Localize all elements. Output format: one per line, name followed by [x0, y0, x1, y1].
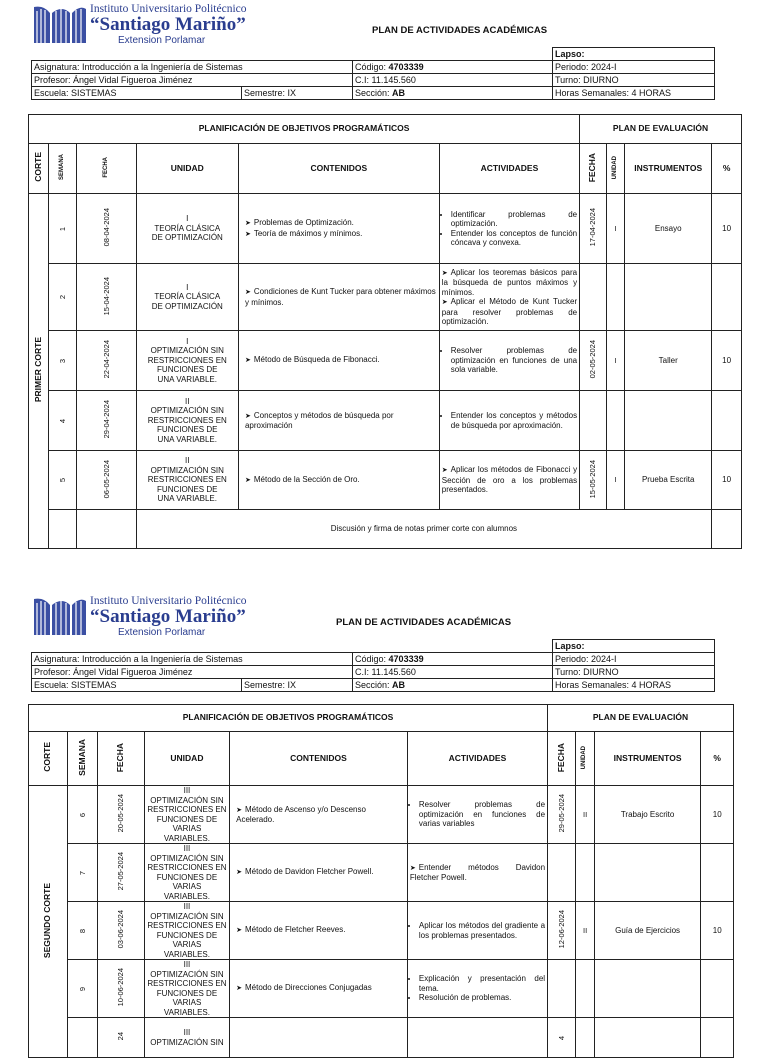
actividad-item: • Aplicar los métodos del gradiente a los problemas presentados.	[419, 921, 545, 940]
contenidos-cell	[230, 786, 408, 844]
unidad-line: FUNCIONES DE VARIAS	[156, 872, 218, 891]
instrumento-cell	[625, 391, 712, 451]
horas-cell: Horas Semanales: 4 HORAS	[553, 87, 715, 100]
plan-table-2	[28, 704, 734, 1058]
instrumento-cell	[594, 960, 701, 1018]
actividad-item: • Resolver problemas de optimización en funciones de una sola variable.	[451, 346, 577, 375]
document-title: PLAN DE ACTIVIDADES ACADÉMICAS	[336, 617, 512, 628]
periodo-cell: Periodo: 2024-I	[553, 653, 715, 666]
semana-cell	[67, 786, 97, 844]
contenidos-cell	[238, 194, 439, 264]
seccion-cell: Sección: AB	[353, 679, 553, 692]
actividades-list	[410, 921, 545, 940]
pct-header: %	[701, 732, 734, 786]
lapso-label: Lapso:	[553, 640, 715, 653]
table-row	[29, 902, 734, 960]
plan-table-1	[28, 114, 742, 549]
contenidos-cell	[230, 844, 408, 902]
unidad-line: RESTRICCIONES EN	[147, 863, 227, 872]
actividades-cell	[407, 902, 547, 960]
semana-cell	[67, 960, 97, 1018]
planificacion-header: PLANIFICACIÓN DE OBJETIVOS PROGRAMÁTICOS	[29, 115, 580, 144]
unidad-eval-cell: I	[606, 451, 624, 510]
fecha-eval-cell	[580, 264, 607, 331]
contenido-item: ➤ Método de Búsqueda de Fibonacci.	[245, 355, 437, 366]
actividad-item: • Entender los conceptos y métodos de búsqueda por aproximación.	[451, 411, 577, 430]
institution-title: “Santiago Mariño”	[90, 14, 246, 35]
fecha-value: 27-05-2024	[116, 852, 126, 891]
discussion-fecha-cell	[77, 510, 136, 549]
contenido-item: ➤ Método de Direcciones Conjugadas	[236, 983, 405, 994]
document-title: PLAN DE ACTIVIDADES ACADÉMICAS	[372, 25, 548, 36]
actividades-cell	[407, 786, 547, 844]
unidad-cell	[136, 451, 238, 510]
periodo-cell: Periodo: 2024-I	[553, 61, 715, 74]
actividades-cell	[439, 194, 579, 264]
unidad-eval-cell	[606, 391, 624, 451]
instrumento-cell: Prueba Escrita	[625, 451, 712, 510]
semana-value: 9	[77, 986, 87, 991]
actividades-header: ACTIVIDADES	[407, 732, 547, 786]
actividades-cell	[407, 844, 547, 902]
unidad-line: OPTIMIZACIÓN SIN	[150, 1037, 224, 1047]
table-row	[29, 844, 734, 902]
unidad-line: III	[183, 960, 191, 969]
unidad-cell	[144, 960, 229, 1018]
unidad-line: VARIABLES.	[163, 891, 210, 901]
semestre-cell: Semestre: IX	[242, 679, 353, 692]
planificacion-header: PLANIFICACIÓN DE OBJETIVOS PROGRAMÁTICOS	[29, 705, 548, 732]
fecha-value: 20-05-2024	[116, 794, 126, 833]
table-row	[29, 331, 742, 391]
unidad-line: OPTIMIZACIÓN SIN	[150, 853, 224, 863]
actividad-item: • Entender los conceptos de función cóncava y convexa.	[451, 229, 577, 248]
escuela-cell: Escuela: SISTEMAS	[32, 87, 242, 100]
institution-emblem-icon	[32, 595, 88, 637]
institution-title: “Santiago Mariño”	[90, 606, 246, 627]
pct-header: %	[712, 144, 742, 194]
unidad-line: FUNCIONES DE VARIAS	[156, 814, 218, 833]
contenido-item: ➤ Método de Fletcher Reeves.	[236, 925, 405, 936]
unidad-line: TEORÍA CLÁSICA	[154, 223, 221, 233]
pct-cell: 10	[712, 331, 742, 391]
corte-header: CORTE	[42, 742, 53, 773]
table-row	[29, 264, 742, 331]
unidad-eval-cell: II	[576, 786, 594, 844]
unidad-cell	[136, 194, 238, 264]
unidad-eval-cell: I	[606, 194, 624, 264]
unidad-line: RESTRICCIONES EN	[147, 805, 227, 814]
unidad-header: UNIDAD	[144, 732, 229, 786]
unidad-cell	[144, 844, 229, 902]
contenido-item: ➤ Método de la Sección de Oro.	[245, 475, 437, 486]
fecha-header: FECHA	[102, 156, 109, 178]
semana-cell	[49, 194, 77, 264]
unidad-line: FUNCIONES DE	[157, 425, 218, 435]
unidad-line: VARIABLES.	[163, 949, 210, 959]
unidad-line: VARIABLES.	[163, 833, 210, 843]
fecha-value: 03-06-2024	[116, 910, 126, 949]
fecha-eval-value: 15-05-2024	[588, 459, 598, 498]
unidad-line: FUNCIONES DE VARIAS	[156, 988, 218, 1007]
discussion-pct-cell	[712, 510, 742, 549]
unidad-line: I	[186, 214, 189, 224]
fecha-value: 08-04-2024	[101, 208, 111, 247]
contenidos-cell	[230, 960, 408, 1018]
fecha-eval-value: 29-05-2024	[557, 794, 567, 833]
actividades-cell	[439, 331, 579, 391]
ci-cell: C.I: 11.145.560	[353, 74, 553, 87]
unidad-line: RESTRICCIONES EN	[147, 415, 227, 425]
escuela-cell: Escuela: SISTEMAS	[32, 679, 242, 692]
corte-label: PRIMER CORTE	[32, 337, 43, 403]
unidad-line: TEORÍA CLÁSICA	[154, 292, 221, 302]
fecha-cell	[98, 786, 145, 844]
fecha-cell	[98, 902, 145, 960]
evaluacion-header: PLAN DE EVALUACIÓN	[580, 115, 742, 144]
unidad-cell	[144, 902, 229, 960]
semestre-cell: Semestre: IX	[242, 87, 353, 100]
corte-label: SEGUNDO CORTE	[42, 882, 53, 958]
instrumento-cell	[625, 264, 712, 331]
codigo-cell: Código: 4703339	[353, 61, 553, 74]
asignatura-cell: Asignatura: Introducción a la Ingeniería de Sistemas	[32, 653, 353, 666]
course-info-table	[31, 47, 715, 100]
fecha-eval-cell	[548, 902, 576, 960]
fecha-eval-cell	[548, 786, 576, 844]
course-info-table	[31, 639, 715, 692]
turno-cell: Turno: DIURNO	[553, 666, 715, 679]
actividades-list	[442, 210, 577, 248]
unidad-line: RESTRICCIONES EN	[147, 355, 227, 365]
unidad-eval-cell	[576, 844, 594, 902]
actividades-cell	[439, 451, 579, 510]
pct-cell	[701, 844, 734, 902]
fecha-eval-cell	[580, 391, 607, 451]
fecha-header: FECHA	[115, 742, 126, 772]
institution-name: Instituto Universitario Politécnico	[90, 595, 247, 607]
unidad-line: UNA VARIABLE.	[157, 434, 217, 444]
instrumento-cell	[594, 844, 701, 902]
contenido-item: ➤ Método de Ascenso y/o Descenso Acelerado.	[236, 805, 405, 825]
unidad-eval-header: UNIDAD	[611, 155, 618, 179]
institution-name: Instituto Universitario Politécnico	[90, 3, 247, 15]
unidad-line: OPTIMIZACIÓN SIN	[150, 969, 224, 979]
fecha-value: 10-06-2024	[116, 968, 126, 1007]
semana-cell	[49, 451, 77, 510]
fecha-eval-value: 4	[557, 1035, 567, 1040]
instrumento-cell: Ensayo	[625, 194, 712, 264]
table-row	[29, 391, 742, 451]
unidad-line: FUNCIONES DE	[157, 365, 218, 375]
semana-cell	[67, 902, 97, 960]
unidad-header: UNIDAD	[136, 144, 238, 194]
actividades-header: ACTIVIDADES	[439, 144, 579, 194]
institution-extension: Extension Porlamar	[118, 35, 206, 46]
contenido-item: ➤ Condiciones de Kunt Tucker para obtener máximos y mínimos.	[245, 287, 437, 307]
semana-value: 5	[58, 478, 68, 483]
fecha-eval-value: 17-04-2024	[588, 208, 598, 247]
semana-header: SEMANA	[59, 154, 66, 181]
institution-logo	[32, 3, 257, 47]
evaluacion-header: PLAN DE EVALUACIÓN	[548, 705, 734, 732]
fecha-value: 22-04-2024	[101, 340, 111, 379]
instrumento-cell: Taller	[625, 331, 712, 391]
unidad-line: OPTIMIZACIÓN SIN	[150, 795, 224, 805]
contenido-item: ➤ Método de Davidon Fletcher Powell.	[236, 867, 405, 878]
fecha-cell	[77, 331, 136, 391]
contenidos-cell	[238, 391, 439, 451]
semana-cell	[49, 391, 77, 451]
unidad-line: UNA VARIABLE.	[157, 374, 217, 384]
unidad-line: I	[186, 282, 189, 292]
unidad-cell	[136, 264, 238, 331]
pct-cell: 10	[701, 786, 734, 844]
actividad-item: • Resolver problemas de optimización en funciones de varias variables	[419, 800, 545, 829]
fecha-eval-value: 12-06-2024	[557, 910, 567, 949]
contenido-item: ➤ Problemas de Optimización.	[245, 218, 437, 229]
fecha-eval-header: FECHA	[556, 742, 567, 772]
seccion-cell: Sección: AB	[353, 87, 553, 100]
actividad-item: • Explicación y presentación del tema.	[419, 974, 545, 993]
profesor-cell: Profesor: Ángel Vidal Figueroa Jiménez	[32, 74, 353, 87]
fecha-value: 24	[116, 1032, 126, 1041]
unidad-line: III	[183, 844, 191, 853]
unidad-line: III	[183, 786, 191, 795]
table-row	[29, 194, 742, 264]
instrumentos-header: INSTRUMENTOS	[625, 144, 712, 194]
semana-value: 8	[77, 928, 87, 933]
horas-cell: Horas Semanales: 4 HORAS	[553, 679, 715, 692]
unidad-eval-cell: II	[576, 902, 594, 960]
unidad-line: OPTIMIZACIÓN SIN	[150, 406, 224, 416]
unidad-eval-cell	[576, 960, 594, 1018]
semana-cell	[49, 331, 77, 391]
discussion-semana-cell	[49, 510, 77, 549]
fecha-cell	[77, 451, 136, 510]
actividad-item: ➤ Aplicar los métodos de Fibonacci y Sección de oro a los problemas presentados.	[442, 465, 577, 495]
fecha-cell	[98, 844, 145, 902]
unidad-line: II	[185, 396, 190, 406]
asignatura-cell: Asignatura: Introducción a la Ingeniería de Sistemas	[32, 61, 353, 74]
instrumentos-header: INSTRUMENTOS	[594, 732, 701, 786]
unidad-line: FUNCIONES DE	[157, 484, 218, 494]
contenidos-cell	[230, 902, 408, 960]
unidad-line: III	[183, 1028, 191, 1037]
unidad-line: OPTIMIZACIÓN SIN	[150, 911, 224, 921]
pct-cell	[712, 264, 742, 331]
fecha-eval-header: FECHA	[587, 152, 598, 182]
table-row	[29, 960, 734, 1018]
fecha-eval-cell	[580, 331, 607, 391]
contenidos-header: CONTENIDOS	[238, 144, 439, 194]
table-row	[29, 451, 742, 510]
corte-header: CORTE	[32, 152, 43, 183]
pct-cell: 10	[712, 194, 742, 264]
unidad-line: III	[183, 902, 191, 911]
unidad-line: RESTRICCIONES EN	[147, 979, 227, 988]
pct-cell	[712, 391, 742, 451]
fecha-cell	[77, 264, 136, 331]
fecha-value: 06-05-2024	[101, 459, 111, 498]
fecha-eval-cell	[580, 194, 607, 264]
turno-cell: Turno: DIURNO	[553, 74, 715, 87]
actividad-item: ➤ Entender métodos Davidon Fletcher Powell.	[410, 863, 545, 883]
contenidos-cell	[238, 331, 439, 391]
actividades-list	[442, 411, 577, 430]
fecha-eval-value: 02-05-2024	[588, 340, 598, 379]
corte-cell	[29, 194, 49, 549]
instrumento-cell: Trabajo Escrito	[594, 786, 701, 844]
unidad-line: RESTRICCIONES EN	[147, 475, 227, 485]
corte-cell	[29, 786, 68, 1058]
ci-cell: C.I: 11.145.560	[353, 666, 553, 679]
lapso-label: Lapso:	[553, 48, 715, 61]
unidad-line: OPTIMIZACIÓN SIN	[150, 465, 224, 475]
unidad-line: OPTIMIZACIÓN SIN	[150, 346, 224, 356]
unidad-eval-cell	[606, 264, 624, 331]
actividad-item: ➤ Aplicar los teoremas básicos para la búsqueda de puntos máximos y mínimos.	[442, 268, 577, 298]
unidad-cell	[144, 786, 229, 844]
fecha-cell	[98, 960, 145, 1018]
unidad-cell	[136, 391, 238, 451]
actividades-cell	[407, 960, 547, 1018]
semana-header: SEMANA	[76, 738, 87, 776]
instrumento-cell: Guía de Ejercicios	[594, 902, 701, 960]
fecha-eval-cell	[548, 960, 576, 1018]
unidad-line: VARIABLES.	[163, 1007, 210, 1017]
semana-value: 4	[58, 418, 68, 423]
discussion-note: Discusión y firma de notas primer corte con alumnos	[136, 510, 712, 549]
semana-cell	[67, 844, 97, 902]
semana-value: 2	[58, 295, 68, 300]
actividades-list	[410, 974, 545, 1003]
unidad-line: DE OPTIMIZACIÓN	[151, 233, 223, 243]
profesor-cell: Profesor: Ángel Vidal Figueroa Jiménez	[32, 666, 353, 679]
fecha-eval-cell	[580, 451, 607, 510]
discussion-row	[29, 510, 742, 549]
actividades-list	[410, 800, 545, 829]
table-row	[29, 786, 734, 844]
actividades-cell	[439, 391, 579, 451]
semana-value: 7	[77, 870, 87, 875]
contenido-item: ➤ Conceptos y métodos de búsqueda por aproximación	[245, 411, 437, 431]
fecha-value: 29-04-2024	[101, 400, 111, 439]
fecha-cell	[77, 194, 136, 264]
pct-cell	[701, 960, 734, 1018]
actividad-item: • Resolución de problemas.	[419, 993, 545, 1003]
institution-logo	[32, 595, 257, 639]
institution-extension: Extension Porlamar	[118, 627, 206, 638]
institution-emblem-icon	[32, 3, 88, 45]
contenidos-cell	[238, 451, 439, 510]
actividades-list	[442, 346, 577, 375]
actividades-cell	[439, 264, 579, 331]
unidad-line: I	[186, 336, 189, 346]
unidad-cell	[136, 331, 238, 391]
unidad-line: FUNCIONES DE VARIAS	[156, 930, 218, 949]
actividad-item: • Identificar problemas de optimización.	[451, 210, 577, 229]
contenidos-cell	[238, 264, 439, 331]
unidad-line: II	[185, 456, 190, 466]
contenidos-header: CONTENIDOS	[230, 732, 408, 786]
contenido-item: ➤ Teoría de máximos y mínimos.	[245, 229, 437, 240]
fecha-eval-cell	[548, 844, 576, 902]
unidad-line: RESTRICCIONES EN	[147, 921, 227, 930]
unidad-eval-cell: I	[606, 331, 624, 391]
unidad-line: UNA VARIABLE.	[157, 494, 217, 504]
unidad-line: DE OPTIMIZACIÓN	[151, 301, 223, 311]
fecha-value: 15-04-2024	[101, 276, 111, 315]
pct-cell: 10	[712, 451, 742, 510]
unidad-eval-header: UNIDAD	[581, 745, 588, 769]
semana-value: 3	[58, 358, 68, 363]
codigo-cell: Código: 4703339	[353, 653, 553, 666]
fecha-cell	[77, 391, 136, 451]
semana-value: 6	[77, 812, 87, 817]
semana-cell	[49, 264, 77, 331]
pct-cell: 10	[701, 902, 734, 960]
actividad-item: ➤ Aplicar el Método de Kunt Tucker para resolver problemas de optimización.	[442, 297, 577, 327]
semana-value: 1	[58, 226, 68, 231]
